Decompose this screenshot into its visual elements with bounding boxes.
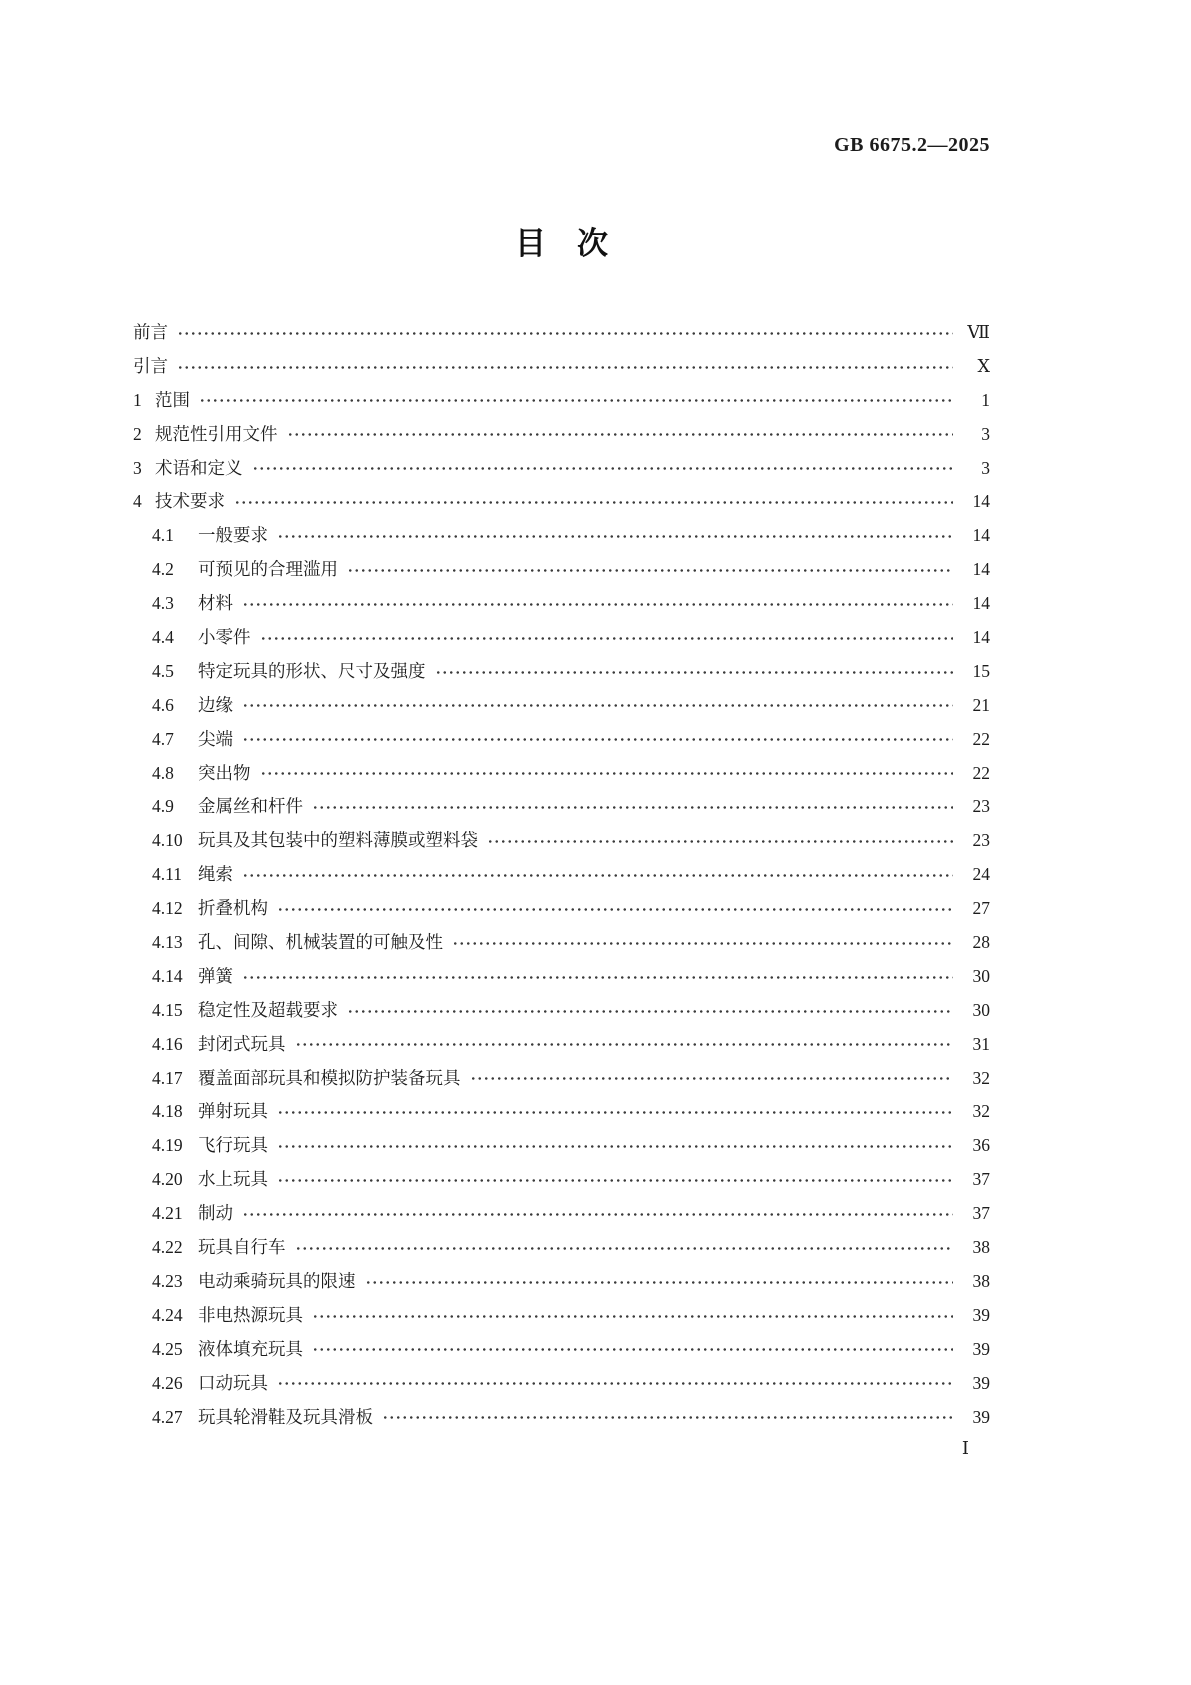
toc-entry-label: 边缘 — [198, 694, 233, 715]
toc-entry-number: 4 — [133, 491, 142, 512]
toc-entry-page: 36 — [972, 1135, 990, 1156]
toc-entry-label: 小零件 — [198, 627, 251, 648]
toc-entry-label: 飞行玩具 — [198, 1135, 268, 1156]
toc-entry-page: Ⅶ — [967, 322, 990, 342]
toc-entry-label: 玩具自行车 — [198, 1237, 286, 1258]
toc-row — [133, 1095, 990, 1129]
toc-entry-page: 23 — [972, 830, 990, 851]
toc-entry-page: 1 — [981, 389, 990, 410]
dot-leader — [312, 1307, 953, 1325]
toc-entry-page: 15 — [972, 660, 990, 681]
dot-leader — [347, 561, 953, 579]
toc-entry-page: 30 — [972, 965, 990, 986]
toc-entry-label: 弹簧 — [198, 965, 233, 986]
toc-entry-number: 3 — [133, 457, 142, 478]
toc-entry-label: 技术要求 — [155, 491, 225, 512]
toc-row — [133, 1163, 990, 1197]
toc-entry-label: 规范性引用文件 — [155, 423, 278, 444]
toc-entry-number: 4.20 — [152, 1169, 183, 1190]
toc-entry-number: 4.16 — [152, 1033, 183, 1054]
dot-leader — [277, 1104, 953, 1122]
toc-entry-number: 4.12 — [152, 898, 183, 919]
toc-entry-page: 38 — [972, 1237, 990, 1258]
toc-row — [133, 1265, 990, 1299]
dot-leader — [435, 663, 954, 681]
dot-leader — [287, 426, 954, 444]
toc-row — [133, 452, 990, 486]
toc-entry-page: 32 — [972, 1101, 990, 1122]
toc-row — [133, 1028, 990, 1062]
toc-entry-label: 口动玩具 — [198, 1372, 268, 1393]
toc-row — [133, 1129, 990, 1163]
toc-row — [133, 994, 990, 1028]
toc-row — [133, 1401, 990, 1435]
dot-leader — [260, 629, 954, 647]
dot-leader — [452, 934, 953, 952]
toc-entry-label: 制动 — [198, 1203, 233, 1224]
toc-row — [133, 1197, 990, 1231]
toc-entry-number: 1 — [133, 389, 142, 410]
dot-leader — [295, 1036, 954, 1054]
toc-entry-number: 4.19 — [152, 1135, 183, 1156]
dot-leader — [365, 1273, 954, 1291]
dot-leader — [277, 1171, 953, 1189]
toc-row — [133, 1333, 990, 1367]
dot-leader — [277, 1138, 953, 1156]
toc-row — [133, 960, 990, 994]
toc-entry-page: 23 — [972, 796, 990, 817]
dot-leader — [277, 900, 953, 918]
toc-entry-number: 4.11 — [152, 864, 182, 885]
toc-entry-label: 范围 — [155, 389, 190, 410]
toc-row — [133, 485, 990, 519]
toc-row — [133, 350, 990, 384]
toc-entry-number: 4.15 — [152, 999, 183, 1020]
toc-row — [133, 553, 990, 587]
toc-entry-number: 4.26 — [152, 1372, 183, 1393]
toc-row — [133, 1062, 990, 1096]
toc-entry-label: 液体填充玩具 — [198, 1338, 303, 1359]
toc-row — [133, 824, 990, 858]
dot-leader — [242, 697, 953, 715]
toc-entry-label: 突出物 — [198, 762, 251, 783]
toc-entry-page: 21 — [972, 694, 990, 715]
toc-entry-page: 30 — [972, 999, 990, 1020]
toc-row — [133, 790, 990, 824]
toc-entry-number: 4.10 — [152, 830, 183, 851]
dot-leader — [295, 1239, 954, 1257]
dot-leader — [242, 866, 953, 884]
dot-leader — [277, 1375, 953, 1393]
toc-row — [133, 587, 990, 621]
toc-entry-label: 非电热源玩具 — [198, 1304, 303, 1325]
dot-leader — [177, 324, 953, 342]
dot-leader — [312, 1341, 953, 1359]
toc-entry-label: 引言 — [133, 355, 168, 376]
toc-row — [133, 1231, 990, 1265]
toc-entry-number: 4.22 — [152, 1237, 183, 1258]
toc-row — [133, 1299, 990, 1333]
toc-row — [133, 655, 990, 689]
toc-entry-number: 4.17 — [152, 1067, 183, 1088]
toc-entry-label: 可预见的合理滥用 — [198, 559, 338, 580]
toc-entry-label: 折叠机构 — [198, 898, 268, 919]
dot-leader — [242, 731, 953, 749]
toc-row — [133, 926, 990, 960]
toc-entry-page: 31 — [972, 1033, 990, 1054]
toc-entry-label: 绳索 — [198, 864, 233, 885]
toc-entry-label: 术语和定义 — [155, 457, 243, 478]
dot-leader — [199, 392, 953, 410]
toc-entry-page: 39 — [972, 1372, 990, 1393]
dot-leader — [242, 595, 953, 613]
page-title: 目 次 — [515, 226, 608, 261]
toc-entry-page: 39 — [972, 1304, 990, 1325]
toc-entry-number: 4.25 — [152, 1338, 183, 1359]
toc-entry-number: 2 — [133, 423, 142, 444]
toc-entry-number: 4.14 — [152, 965, 183, 986]
toc-entry-number: 4.6 — [152, 694, 174, 715]
toc-entry-label: 封闭式玩具 — [198, 1033, 286, 1054]
toc-entry-number: 4.8 — [152, 762, 174, 783]
toc-row — [133, 621, 990, 655]
toc-entry-label: 尖端 — [198, 728, 233, 749]
toc-entry-number: 4.13 — [152, 932, 183, 953]
dot-leader — [312, 799, 953, 817]
toc-entry-page: 3 — [981, 423, 990, 444]
toc-list — [133, 316, 990, 1434]
toc-entry-number: 4.21 — [152, 1203, 183, 1224]
toc-entry-label: 前言 — [133, 322, 168, 342]
toc-entry-page: Ⅹ — [977, 355, 990, 376]
toc-row — [133, 757, 990, 791]
toc-entry-page: 32 — [972, 1067, 990, 1088]
dot-leader — [470, 1070, 954, 1088]
toc-entry-page: 14 — [972, 559, 990, 580]
toc-entry-page: 37 — [972, 1169, 990, 1190]
toc-entry-label: 玩具轮滑鞋及玩具滑板 — [198, 1406, 373, 1427]
toc-entry-page: 14 — [972, 491, 990, 512]
toc-entry-page: 28 — [972, 932, 990, 953]
dot-leader — [347, 1002, 953, 1020]
toc-entry-page: 14 — [972, 627, 990, 648]
toc-row — [133, 418, 990, 452]
dot-leader — [242, 1205, 953, 1223]
toc-entry-page: 3 — [981, 457, 990, 478]
toc-entry-label: 覆盖面部玩具和模拟防护装备玩具 — [198, 1067, 461, 1088]
dot-leader — [277, 528, 953, 546]
toc-entry-page: 14 — [972, 525, 990, 546]
standard-number: GB 6675.2—2025 — [834, 134, 990, 156]
toc-row — [133, 723, 990, 757]
toc-entry-page: 39 — [972, 1406, 990, 1427]
toc-row — [133, 384, 990, 418]
toc-entry-number: 4.4 — [152, 627, 174, 648]
toc-entry-page: 24 — [972, 864, 990, 885]
toc-entry-number: 4.1 — [152, 525, 174, 546]
dot-leader — [177, 358, 953, 376]
toc-entry-number: 4.3 — [152, 593, 174, 614]
footer-page-number: Ⅰ — [961, 1438, 969, 1458]
toc-row — [133, 689, 990, 723]
dot-leader — [260, 765, 954, 783]
dot-leader — [242, 968, 953, 986]
toc-entry-label: 金属丝和杆件 — [198, 796, 303, 817]
toc-entry-page: 22 — [972, 728, 990, 749]
toc-entry-label: 孔、间隙、机械装置的可触及性 — [198, 932, 443, 953]
toc-row — [133, 892, 990, 926]
toc-entry-label: 电动乘骑玩具的限速 — [198, 1270, 356, 1291]
toc-entry-label: 材料 — [198, 593, 233, 614]
toc-row — [133, 519, 990, 553]
toc-row — [133, 858, 990, 892]
toc-entry-label: 特定玩具的形状、尺寸及强度 — [198, 660, 426, 681]
toc-entry-page: 38 — [972, 1270, 990, 1291]
toc-entry-number: 4.24 — [152, 1304, 183, 1325]
dot-leader — [252, 460, 954, 478]
toc-entry-page: 22 — [972, 762, 990, 783]
dot-leader — [487, 833, 953, 851]
toc-entry-number: 4.5 — [152, 660, 174, 681]
toc-entry-label: 稳定性及超载要求 — [198, 999, 338, 1020]
toc-entry-label: 水上玩具 — [198, 1169, 268, 1190]
dot-leader — [234, 494, 953, 512]
toc-entry-label: 一般要求 — [198, 525, 268, 546]
toc-entry-label: 弹射玩具 — [198, 1101, 268, 1122]
toc-row — [133, 316, 990, 350]
toc-entry-label: 玩具及其包装中的塑料薄膜或塑料袋 — [198, 830, 478, 851]
toc-entry-page: 27 — [972, 898, 990, 919]
toc-entry-page: 14 — [972, 593, 990, 614]
toc-entry-page: 37 — [972, 1203, 990, 1224]
toc-entry-number: 4.2 — [152, 559, 174, 580]
toc-entry-number: 4.9 — [152, 796, 174, 817]
toc-row — [133, 1367, 990, 1401]
toc-entry-number: 4.27 — [152, 1406, 183, 1427]
dot-leader — [382, 1409, 953, 1427]
toc-entry-number: 4.18 — [152, 1101, 183, 1122]
toc-entry-number: 4.7 — [152, 728, 174, 749]
toc-entry-number: 4.23 — [152, 1270, 183, 1291]
toc-entry-page: 39 — [972, 1338, 990, 1359]
